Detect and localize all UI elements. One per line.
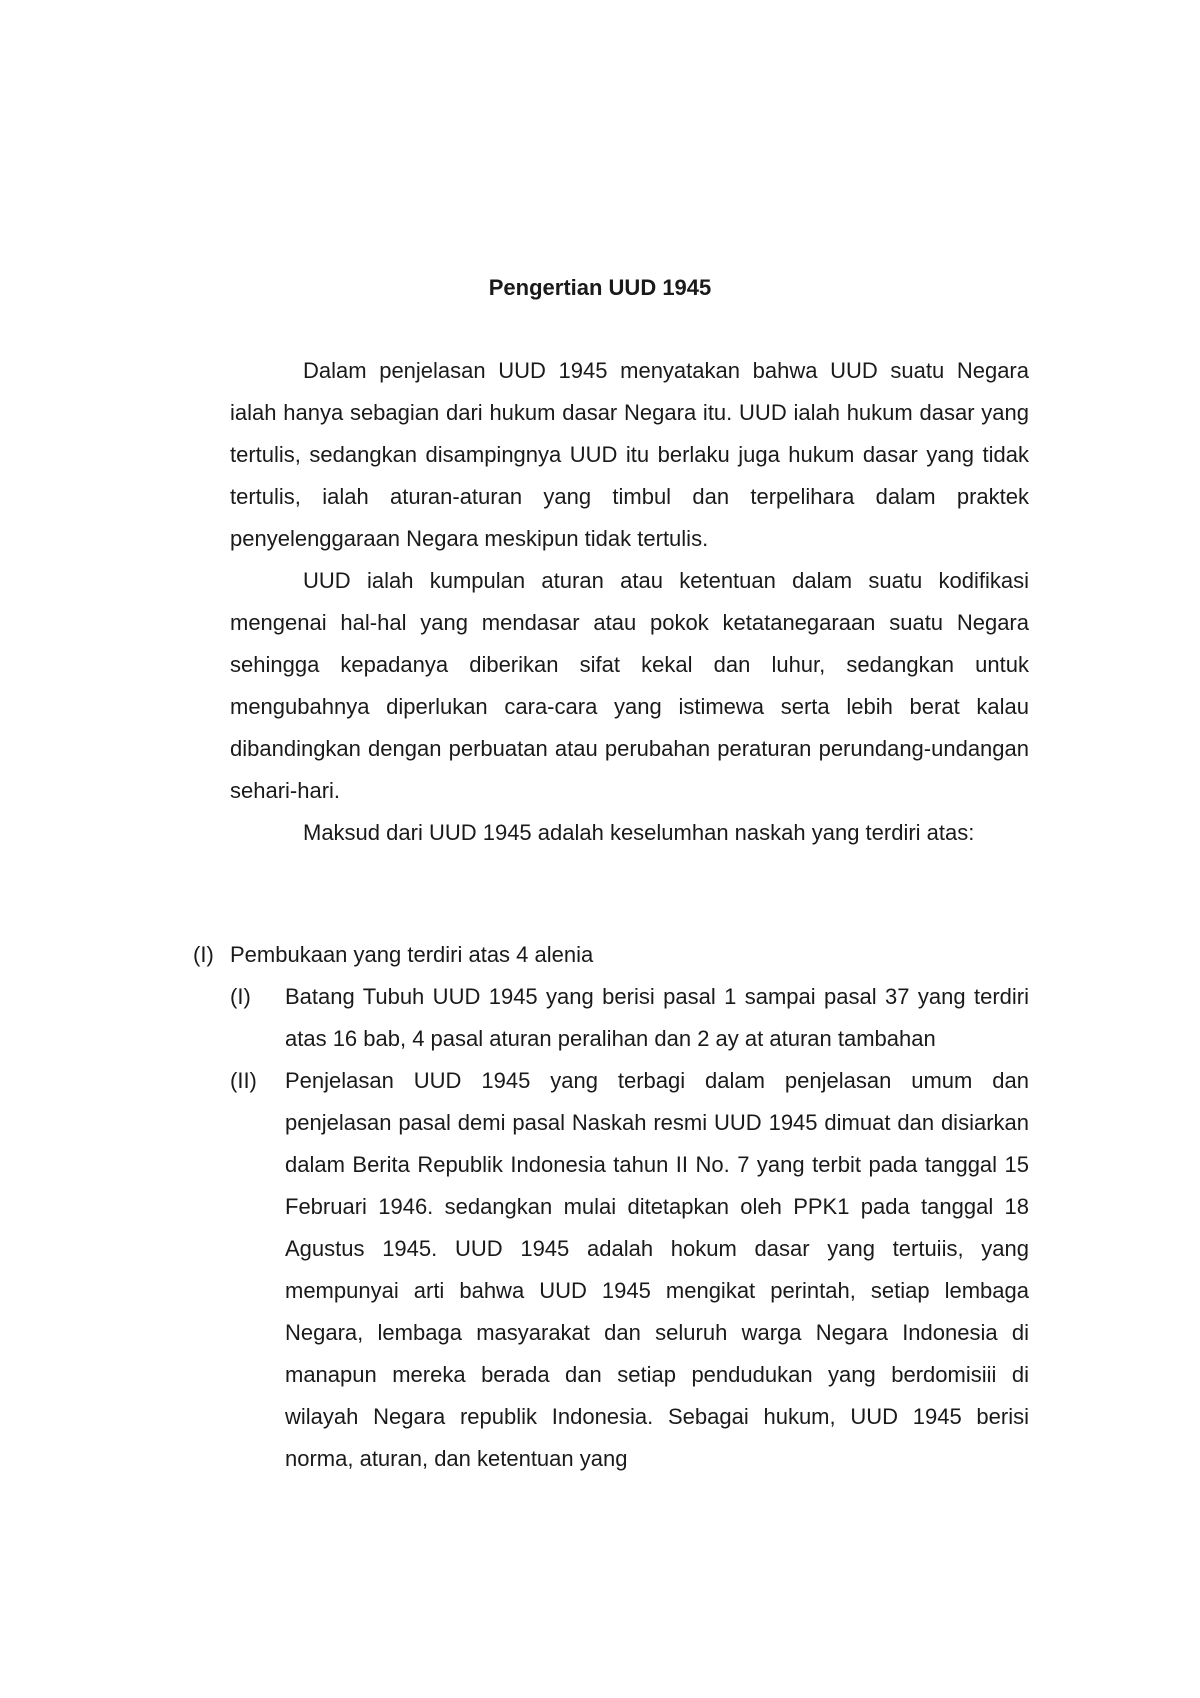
paragraph-1: Dalam penjelasan UUD 1945 menyatakan bahwa UUD suatu Negara ialah hanya sebagian dari hukum dasar Negara itu. UUD ialah hukum dasar yang tertulis, sedangkan disampingnya UUD itu berlaku juga hukum dasar yang tidak tertulis, ialah aturan-aturan yang timbul dan terpelihara dalam praktek penyelenggaraan Negara meskipun tidak tertulis.: [230, 358, 1029, 551]
list-marker: (I): [193, 942, 214, 967]
sub-list-text: Batang Tubuh UUD 1945 yang berisi pasal 1 sampai pasal 37 yang terdiri atas 16 bab, 4 pasal aturan peralihan dan 2 ay at aturan tambahan: [285, 984, 1029, 1051]
sub-list-marker: (II): [230, 1068, 257, 1093]
sub-list-item: [230, 1060, 1029, 1480]
list-item-top: [193, 934, 1029, 976]
paragraph-3: Maksud dari UUD 1945 adalah keselumhan naskah yang terdiri atas:: [303, 820, 975, 845]
sub-list: [230, 976, 1029, 1480]
document-title: Pengertian UUD 1945: [488, 275, 712, 300]
list-item-text: Pembukaan yang terdiri atas 4 alenia: [230, 942, 594, 967]
sub-list-item: [230, 976, 1029, 1060]
paragraph-2: UUD ialah kumpulan aturan atau ketentuan dalam suatu kodifikasi mengenai hal-hal yang mendasar atau pokok ketatanegaraan suatu Negara sehingga kepadanya diberikan sifat kekal dan luhur, sedangkan untuk mengubahnya diperlukan cara-cara yang istimewa serta lebih berat kalau dibandingkan dengan perbuatan atau perubahan peraturan perundang-undangan sehari-hari.: [230, 568, 1029, 803]
sub-list-text: Penjelasan UUD 1945 yang terbagi dalam penjelasan umum dan penjelasan pasal demi pasal Naskah resmi UUD 1945 dimuat dan disiarkan dalam Berita Republik Indonesia tahun II No. 7 yang terbit pada tanggal 15 Februari 1946. sedangkan mulai ditetapkan oleh PPK1 pada tanggal 18 Agustus 1945. UUD 1945 adalah hokum dasar yang tertuiis, yang mempunyai arti bahwa UUD 1945 mengikat perintah, setiap lembaga Negara, lembaga masyarakat dan seluruh warga Negara Indonesia di manapun mereka berada dan setiap pendudukan yang berdomisiii di wilayah Negara republik Indonesia. Sebagai hukum, UUD 1945 berisi norma, aturan, dan ketentuan yang: [285, 1068, 1029, 1471]
document-body: [230, 350, 1029, 854]
sub-list-marker: (I): [230, 984, 251, 1009]
